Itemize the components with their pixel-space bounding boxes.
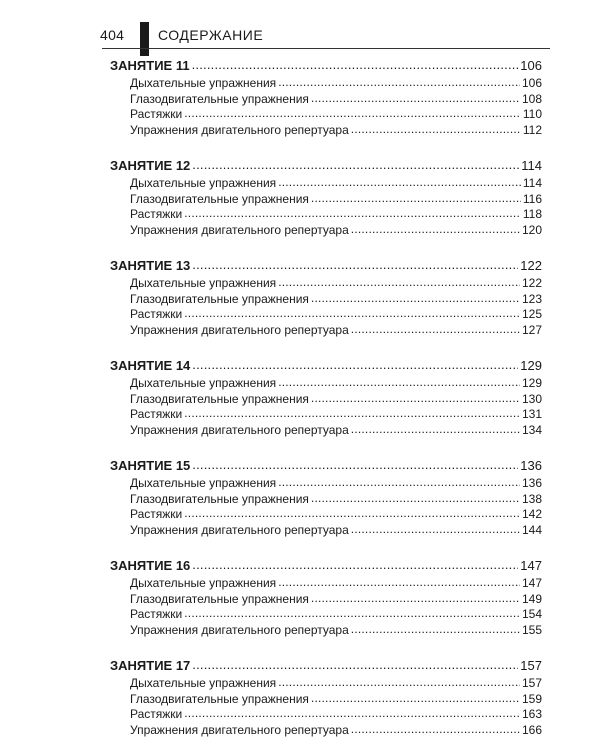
chapter-page-number: 157	[520, 658, 542, 673]
item-page-number: 127	[521, 322, 542, 337]
item-title: Растяжки	[130, 607, 183, 621]
dot-leader	[192, 55, 519, 75]
toc-item-entry[interactable]	[110, 176, 542, 192]
dot-leader	[278, 675, 520, 691]
dot-leader	[184, 106, 521, 122]
item-title: Растяжки	[130, 107, 183, 121]
item-title: Упражнения двигательного репертуара	[130, 622, 349, 637]
toc-chapter-entry[interactable]	[110, 156, 542, 176]
dot-leader	[351, 422, 520, 438]
chapter-page-number: 129	[520, 358, 542, 373]
item-page-number: 108	[521, 91, 542, 106]
item-title: Упражнения двигательного репертуара	[130, 322, 349, 337]
chapter-title: ЗАНЯТИЕ 11	[110, 58, 190, 73]
toc-item-entry[interactable]	[110, 492, 542, 508]
item-title: Дыхательные упражнения	[130, 376, 277, 390]
dot-leader	[184, 306, 520, 322]
dot-leader	[311, 191, 521, 207]
toc-item-entry[interactable]	[110, 392, 542, 408]
item-page-number: 130	[521, 391, 542, 406]
item-title: Глазодвигательные упражнения	[130, 591, 309, 606]
chapter-title: ЗАНЯТИЕ 15	[110, 458, 191, 473]
table-of-contents	[110, 56, 542, 738]
dot-leader	[184, 706, 520, 722]
chapter-page-number: 106	[520, 58, 542, 73]
item-title: Дыхательные упражнения	[130, 676, 277, 690]
item-page-number: 155	[521, 622, 542, 637]
item-page-number: 144	[521, 522, 542, 537]
chapter-title: ЗАНЯТИЕ 13	[110, 258, 191, 273]
chapter-title: ЗАНЯТИЕ 17	[110, 658, 191, 673]
toc-item-entry[interactable]	[110, 476, 542, 492]
toc-item-entry[interactable]	[110, 723, 542, 739]
toc-chapter-entry[interactable]	[110, 56, 542, 76]
dot-leader	[311, 291, 520, 307]
toc-section	[110, 356, 542, 438]
toc-item-entry[interactable]	[110, 692, 542, 708]
item-page-number: 149	[521, 591, 542, 606]
item-title: Дыхательные упражнения	[130, 476, 277, 490]
item-title: Дыхательные упражнения	[130, 176, 277, 190]
item-page-number: 159	[521, 691, 542, 706]
toc-item-entry[interactable]	[110, 407, 542, 423]
chapter-page-number: 147	[520, 558, 542, 573]
toc-chapter-entry[interactable]	[110, 356, 542, 376]
toc-item-entry[interactable]	[110, 523, 542, 539]
item-page-number: 125	[521, 307, 542, 321]
toc-section	[110, 556, 542, 638]
item-page-number: 134	[521, 422, 542, 437]
header-bar	[140, 22, 149, 56]
dot-leader	[311, 491, 520, 507]
item-title: Упражнения двигательного репертуара	[130, 722, 349, 737]
dot-leader	[351, 122, 521, 138]
toc-item-entry[interactable]	[110, 376, 542, 392]
dot-leader	[184, 506, 520, 522]
chapter-title: ЗАНЯТИЕ 12	[110, 158, 191, 173]
chapter-page-number: 114	[521, 158, 542, 173]
item-title: Растяжки	[130, 307, 183, 321]
dot-leader	[351, 522, 520, 538]
toc-section	[110, 656, 542, 738]
toc-chapter-entry[interactable]	[110, 256, 542, 276]
chapter-title: ЗАНЯТИЕ 14	[110, 358, 191, 373]
dot-leader	[351, 322, 520, 338]
item-page-number: 142	[521, 507, 542, 521]
dot-leader	[278, 75, 520, 91]
toc-chapter-entry[interactable]	[110, 456, 542, 476]
item-page-number: 157	[521, 676, 542, 690]
toc-item-entry[interactable]	[110, 123, 542, 139]
toc-section	[110, 56, 542, 138]
toc-item-entry[interactable]	[110, 623, 542, 639]
item-title: Упражнения двигательного репертуара	[130, 422, 349, 437]
item-page-number: 138	[521, 491, 542, 506]
toc-item-entry[interactable]	[110, 592, 542, 608]
toc-chapter-entry[interactable]	[110, 556, 542, 576]
dot-leader	[184, 406, 520, 422]
item-title: Дыхательные упражнения	[130, 576, 277, 590]
item-page-number: 106	[521, 76, 542, 90]
toc-section	[110, 456, 542, 538]
header-rule	[102, 48, 550, 49]
dot-leader	[184, 606, 520, 622]
dot-leader	[351, 722, 520, 738]
item-page-number: 129	[521, 376, 542, 390]
item-page-number: 131	[521, 407, 542, 421]
header-title: СОДЕРЖАНИЕ	[158, 27, 264, 43]
dot-leader	[192, 355, 518, 375]
dot-leader	[192, 155, 519, 175]
toc-item-entry[interactable]	[110, 423, 542, 439]
chapter-page-number: 122	[520, 258, 542, 273]
dot-leader	[278, 575, 520, 591]
toc-item-entry[interactable]	[110, 576, 542, 592]
page-number: 404	[100, 27, 125, 43]
dot-leader	[278, 175, 521, 191]
item-page-number: 163	[521, 707, 542, 721]
item-page-number: 123	[521, 291, 542, 306]
toc-item-entry[interactable]	[110, 292, 542, 308]
item-page-number: 118	[522, 207, 542, 221]
item-title: Дыхательные упражнения	[130, 76, 277, 90]
item-page-number: 114	[522, 176, 542, 190]
dot-leader	[351, 222, 520, 238]
chapter-title: ЗАНЯТИЕ 16	[110, 558, 191, 573]
dot-leader	[278, 275, 520, 291]
toc-chapter-entry[interactable]	[110, 656, 542, 676]
item-page-number: 116	[522, 191, 542, 206]
item-page-number: 136	[521, 476, 542, 490]
dot-leader	[311, 91, 520, 107]
item-page-number: 120	[521, 222, 542, 237]
item-title: Упражнения двигательного репертуара	[130, 122, 349, 137]
dot-leader	[311, 691, 520, 707]
toc-item-entry[interactable]	[110, 92, 542, 108]
toc-item-entry[interactable]	[110, 307, 542, 323]
toc-item-entry[interactable]	[110, 276, 542, 292]
item-title: Растяжки	[130, 407, 183, 421]
item-title: Глазодвигательные упражнения	[130, 291, 309, 306]
toc-item-entry[interactable]	[110, 223, 542, 239]
toc-item-entry[interactable]	[110, 323, 542, 339]
item-title: Глазодвигательные упражнения	[130, 91, 309, 106]
dot-leader	[351, 622, 520, 638]
item-title: Глазодвигательные упражнения	[130, 491, 309, 506]
item-title: Растяжки	[130, 207, 183, 221]
toc-item-entry[interactable]	[110, 607, 542, 623]
toc-section	[110, 256, 542, 338]
dot-leader	[192, 455, 518, 475]
item-page-number: 112	[522, 122, 542, 137]
toc-item-entry[interactable]	[110, 76, 542, 92]
item-title: Упражнения двигательного репертуара	[130, 522, 349, 537]
item-title: Дыхательные упражнения	[130, 276, 277, 290]
toc-item-entry[interactable]	[110, 207, 542, 223]
dot-leader	[278, 375, 520, 391]
item-page-number: 147	[521, 576, 542, 590]
dot-leader	[311, 391, 520, 407]
dot-leader	[192, 555, 518, 575]
item-title: Упражнения двигательного репертуара	[130, 222, 349, 237]
dot-leader	[192, 255, 518, 275]
item-page-number: 122	[521, 276, 542, 290]
toc-item-entry[interactable]	[110, 676, 542, 692]
running-header	[90, 22, 550, 50]
toc-section	[110, 156, 542, 238]
toc-item-entry[interactable]	[110, 507, 542, 523]
dot-leader	[184, 206, 521, 222]
item-title: Глазодвигательные упражнения	[130, 691, 309, 706]
item-title: Глазодвигательные упражнения	[130, 391, 309, 406]
item-page-number: 154	[521, 607, 542, 621]
item-page-number: 110	[522, 107, 542, 121]
toc-item-entry[interactable]	[110, 707, 542, 723]
item-title: Растяжки	[130, 507, 183, 521]
item-title: Растяжки	[130, 707, 183, 721]
dot-leader	[192, 655, 518, 675]
dot-leader	[311, 591, 520, 607]
item-page-number: 166	[521, 722, 542, 737]
chapter-page-number: 136	[520, 458, 542, 473]
toc-item-entry[interactable]	[110, 192, 542, 208]
dot-leader	[278, 475, 520, 491]
item-title: Глазодвигательные упражнения	[130, 191, 309, 206]
toc-item-entry[interactable]	[110, 107, 542, 123]
